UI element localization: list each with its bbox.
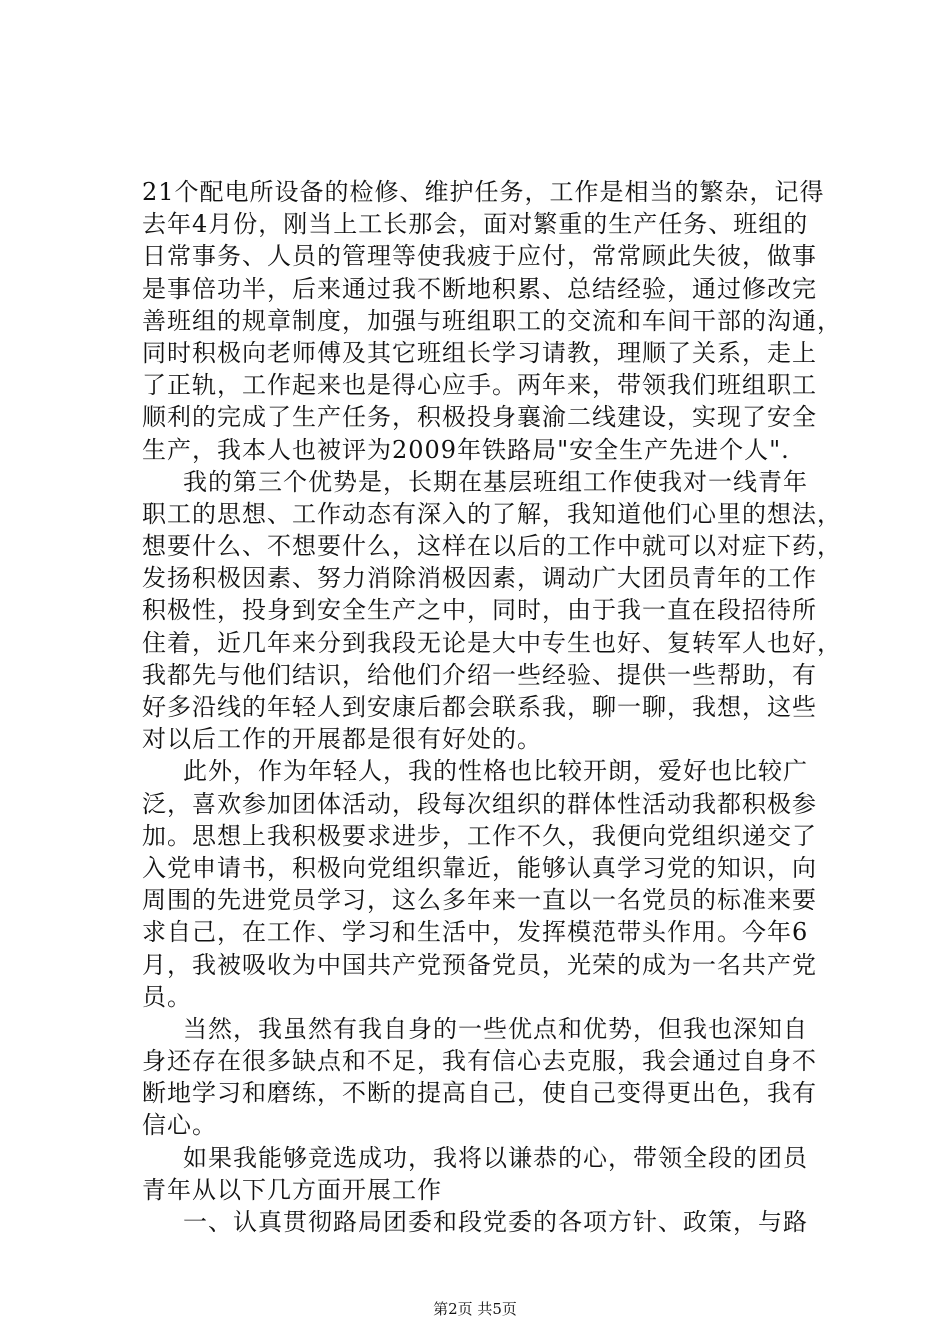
text-line: 此外，作为年轻人，我的性格也比较开朗，爱好也比较广	[183, 757, 808, 786]
text-line: 善班组的规章制度，加强与班组职工的交流和车间干部的沟通，	[142, 306, 842, 335]
text-line: 我的第三个优势是，长期在基层班组工作使我对一线青年	[183, 467, 808, 496]
text-line: 同时积极向老师傅及其它班组长学习请教，理顺了关系，走上	[142, 338, 817, 367]
text-line: 员。	[142, 982, 192, 1011]
text-line: 是事倍功半，后来通过我不断地积累、总结经验，通过修改完	[142, 274, 817, 303]
text-line: 发扬积极因素、努力消除消极因素，调动广大团员青年的工作	[142, 564, 817, 593]
text-line: 青年从以下几方面开展工作	[142, 1175, 442, 1204]
text-line: 积极性，投身到安全生产之中，同时，由于我一直在段招待所	[142, 596, 817, 625]
text-line: 断地学习和磨练，不断的提高自己，使自己变得更出色，我有	[142, 1079, 817, 1108]
text-line: 加。思想上我积极要求进步，工作不久，我便向党组织递交了	[142, 821, 817, 850]
text-line: 好多沿线的年轻人到安康后都会联系我，聊一聊，我想，这些	[142, 693, 817, 721]
text-line: 身还存在很多缺点和不足，我有信心去克服，我会通过自身不	[142, 1047, 817, 1076]
text-line: 职工的思想、工作动态有深入的了解，我知道他们心里的想法，	[142, 499, 842, 528]
text-line: 日常事务、人员的管理等使我疲于应付，常常顾此失彼，做事	[142, 242, 817, 271]
text-line: 入党申请书，积极向党组织靠近，能够认真学习党的知识，向	[142, 853, 817, 882]
text-line: 了正轨，工作起来也是得心应手。两年来，带领我们班组职工	[142, 371, 817, 400]
text-line: 一、认真贯彻路局团委和段党委的各项方针、政策，与路	[183, 1208, 808, 1236]
text-line: 信心。	[142, 1111, 217, 1140]
text-line: 住着，近几年来分到我段无论是大中专生也好、复转军人也好，	[142, 628, 842, 657]
text-line: 月，我被吸收为中国共产党预备党员，光荣的成为一名共产党	[142, 950, 817, 979]
text-line: 生产，我本人也被评为2009年铁路局"安全生产先进个人".	[142, 435, 790, 464]
text-line: 周围的先进党员学习，这么多年来一直以一名党员的标准来要	[142, 886, 817, 915]
text-line: 如果我能够竞选成功，我将以谦恭的心，带领全段的团员	[183, 1143, 808, 1172]
text-line: 顺利的完成了生产任务，积极投身襄渝二线建设，实现了安全	[142, 403, 817, 432]
text-line: 对以后工作的开展都是很有好处的。	[142, 725, 542, 754]
text-line: 求自己，在工作、学习和生活中，发挥模范带头作用。今年6	[142, 918, 809, 947]
text-line: 21个配电所设备的检修、维护任务，工作是相当的繁杂，记得	[142, 178, 825, 206]
text-line: 我都先与他们结识，给他们介绍一些经验、提供一些帮助，有	[142, 660, 817, 689]
page-footer: 第2页 共5页	[433, 1300, 517, 1318]
text-line: 想要什么、不想要什么，这样在以后的工作中就可以对症下药，	[142, 532, 842, 561]
text-line: 去年4月份，刚当上工长那会，面对繁重的生产任务、班组的	[142, 210, 809, 239]
text-line: 当然，我虽然有我自身的一些优点和优势，但我也深知自	[183, 1014, 808, 1043]
body-text	[142, 176, 842, 1238]
text-line: 泛，喜欢参加团体活动，段每次组织的群体性活动我都积极参	[142, 789, 817, 818]
